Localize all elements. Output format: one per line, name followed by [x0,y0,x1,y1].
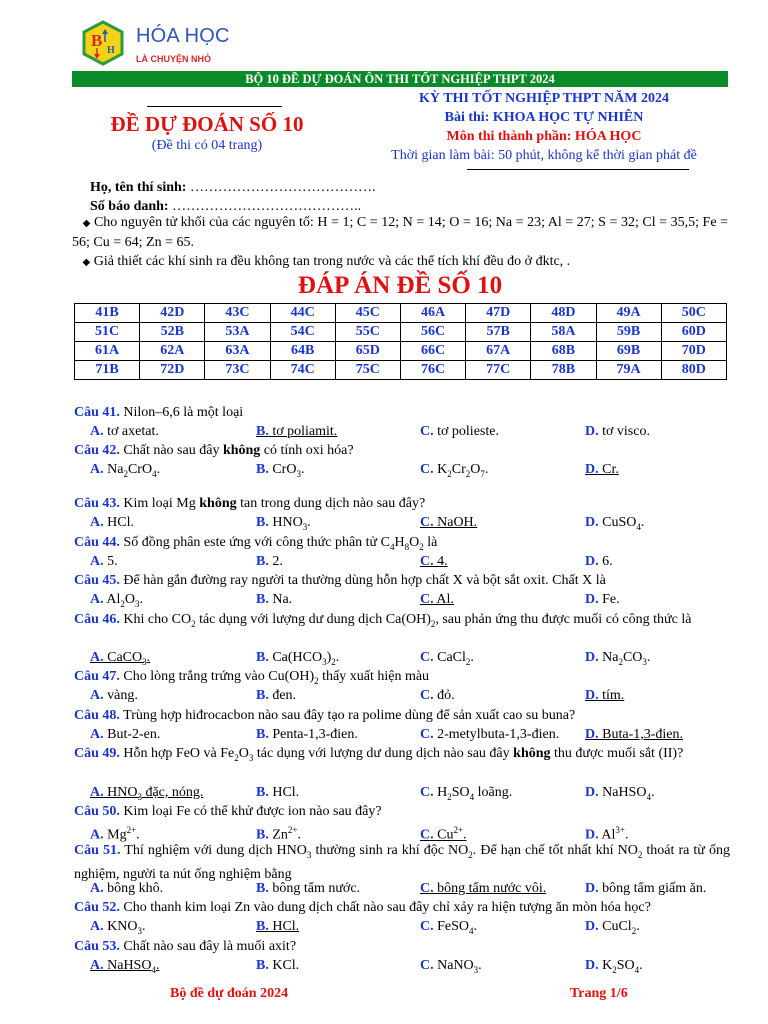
question: Câu 51. Thí nghiệm với dung dịch $HNO_3$ thường sinh ra khí độc $NO_2$. Để hạn chế tốt nhất khí $NO_2$ thoát ra từ ống nghiệm, người ta nút ống nghiệm bằng [74,843,730,882]
logo-icon [80,20,126,66]
option-correct: D. tím. [585,688,625,703]
option-correct: C. NaOH. [420,515,478,530]
answer-cell: 51C [75,323,140,342]
option-correct: C. bông tẩm nước vôi. [420,881,547,896]
answer-cell: 47D [466,304,531,323]
option: D. $Al^{3+}$. [585,825,629,843]
option: B. 2. [256,554,283,569]
option: B. Penta-1,3-đien. [256,727,358,742]
answer-key-title: ĐÁP ÁN ĐỀ SỐ 10 [297,272,503,299]
answer-cell: 60D [661,323,726,342]
answer-cell: 50C [661,304,726,323]
option: A. But-2-en. [90,727,161,742]
question: Câu 49. Hỗn hợp FeO và $Fe_2O_3$ tác dụng với lượng dư dung dịch nào sau đây không thu được muối sắt (II)? [74,746,684,763]
answer-cell: 78B [531,361,596,380]
divider [147,106,282,107]
answer-cell: 63A [205,342,270,361]
option-correct: A. $HNO_3$ đặc, nóng. [90,785,204,802]
answer-cell: 69B [596,342,661,361]
answer-cell: 42D [140,304,205,323]
notes [72,213,728,272]
answer-cell: 48D [531,304,596,323]
answer-cell: 55C [335,323,400,342]
answer-row [75,361,727,380]
footer-left: Bộ đề dự đoán 2024 [170,986,289,1001]
answer-cell: 41B [75,304,140,323]
option: A. $Al_2O_3$. [90,592,143,609]
answer-cell: 72D [140,361,205,380]
option: C. NaNO$_3$. [420,958,482,975]
option: A. HCl. [90,515,134,530]
candidate-id-line: Số báo danh: ………………………………….. [90,199,362,214]
candidate-name-line: Họ, tên thí sinh: …………………………………. [90,180,376,195]
page-count-note: (Đề thi có 04 trang) [151,138,263,153]
answer-cell: 56C [400,323,465,342]
header-banner: BỘ 10 ĐỀ DỰ ĐOÁN ÔN THI TỐT NGHIỆP THPT 2024 [72,71,728,87]
option-correct: C. Al. [420,592,454,607]
option: B. HCl. [256,785,300,800]
exam-title: ĐỀ DỰ ĐOÁN SỐ 10 [110,112,304,136]
answer-cell: 66C [400,342,465,361]
option: D. 6. [585,554,613,569]
answer-cell: 49A [596,304,661,323]
option-correct: D. Buta-1,3-đien. [585,727,683,742]
option: D. $Na_2CO_3$. [585,650,651,667]
answer-cell: 73C [205,361,270,380]
answer-cell: 58A [531,323,596,342]
question: Câu 42. Chất nào sau đây không có tính oxi hóa? [74,443,354,458]
question: Câu 44. Số đồng phân este ứng với công thức phân tử $C_4H_8O_2$ là [74,535,438,552]
option: D. $K_2SO_4$. [585,958,643,975]
question: Câu 45. Để hàn gắn đường ray người ta thường dùng hỗn hợp chất X và bột sắt oxit. Chất X là [74,573,606,588]
option-correct: B. tơ poliamit. [256,424,338,439]
exam-component: Môn thi thành phần: HÓA HỌC [446,129,642,144]
svg-text:H: H [107,45,115,56]
option: C. $H_2SO_4$ loãng. [420,785,513,802]
option: C. tơ polieste. [420,424,499,439]
option: C. FeSO$_4$. [420,919,478,936]
answer-cell: 44C [270,304,335,323]
option: C. 2-metylbuta-1,3-đien. [420,727,560,742]
svg-text:B: B [91,31,103,50]
exam-name: KỲ THI TỐT NGHIỆP THPT NĂM 2024 [419,91,669,106]
answer-cell: 57B [466,323,531,342]
answer-row [75,342,727,361]
option-correct: A. CaCO$_3$. [90,650,151,667]
answer-cell: 43C [205,304,270,323]
answer-cell: 74C [270,361,335,380]
option: A. 5. [90,554,118,569]
answer-cell: 76C [400,361,465,380]
footer-page: Trang 1/6 [570,986,628,1001]
divider [467,169,689,170]
option: B. CrO$_3$. [256,462,305,479]
option: A. vàng. [90,688,138,703]
option: D. Fe. [585,592,620,607]
option-correct: C. 4. [420,554,448,569]
option: A. $Na_2CrO_4$. [90,462,161,479]
option: A. bông khô. [90,881,164,896]
option-correct: C. $Cu^{2+}$. [420,825,467,843]
option: D. CuCl$_2$. [585,919,640,936]
question: Câu 46. Khi cho $CO_2$ tác dụng với lượng dư dung dịch $Ca(OH)_2$, sau phản ứng thu được muối có công thức là [74,612,692,629]
answer-cell: 71B [75,361,140,380]
option: B. $Ca(HCO_3)_2$. [256,650,340,667]
option: B. KCl. [256,958,300,973]
answer-cell: 70D [661,342,726,361]
question: Câu 48. Trùng hợp hiđrocacbon nào sau đây tạo ra polime dùng để sản xuất cao su buna? [74,708,576,723]
exam-subject: Bài thi: KHOA HỌC TỰ NHIÊN [444,110,644,125]
option: B. đen. [256,688,297,703]
option-correct: D. Cr. [585,462,619,477]
answer-cell: 61A [75,342,140,361]
option: D. bông tẩm giấm ăn. [585,881,707,896]
question: Câu 41. Nilon–6,6 là một loại [74,405,244,420]
answer-cell: 64B [270,342,335,361]
answer-row [75,304,727,323]
option-correct: B. HCl. [256,919,300,934]
question: Câu 53. Chất nào sau đây là muối axit? [74,939,297,954]
option: A. $Mg^{2+}$. [90,825,140,843]
option: C. CaCl$_2$. [420,650,474,667]
option: D. CuSO$_4$. [585,515,645,532]
candidate-info [90,178,375,216]
question: Câu 50. Kim loại Fe có thể khử được ion nào sau đây? [74,804,382,819]
answer-cell: 53A [205,323,270,342]
exam-info-block [360,89,728,165]
logo-tagline: LÀ CHUYỆN NHỎ [136,54,212,64]
answer-cell: 80D [661,361,726,380]
question: Câu 52. Cho thanh kim loại Zn vào dung dịch chất nào sau đây chỉ xảy ra hiện tượng ăn mòn hóa học? [74,900,651,915]
option: D. NaHSO$_4$. [585,785,655,802]
option: A. tơ axetat. [90,424,159,439]
option: B. $Zn^{2+}$. [256,825,301,843]
answer-cell: 45C [335,304,400,323]
answer-cell: 75C [335,361,400,380]
answer-cell: 65D [335,342,400,361]
answer-cell: 79A [596,361,661,380]
answer-row [75,323,727,342]
note-item: ◆ Cho nguyên tử khối của các nguyên tố: H = 1; C = 12; N = 14; O = 16; Na = 23; Al = 27; S = 32; Cl = 35,5; Fe = 56; Cu = 64; Zn = 65. [72,215,729,250]
answer-cell: 59B [596,323,661,342]
question: Câu 43. Kim loại Mg không tan trong dung dịch nào sau đây? [74,496,426,511]
note-item: ◆ Giả thiết các khí sinh ra đều không tan trong nước và các thể tích khí đều đo ở đktc, . [82,254,571,269]
answer-key-table [74,303,727,380]
option: B. Na. [256,592,293,607]
question: Câu 47. Cho lòng trắng trứng vào $Cu(OH)_2$ thấy xuất hiện màu [74,669,430,686]
answer-cell: 62A [140,342,205,361]
exam-duration: Thời gian làm bài: 50 phút, không kể thời gian phát đề [391,148,697,163]
option: A. $KNO_3$. [90,919,146,936]
answer-cell: 52B [140,323,205,342]
answer-cell: 68B [531,342,596,361]
logo-title: HÓA HỌC [136,25,230,47]
answer-cell: 54C [270,323,335,342]
answer-cell: 67A [466,342,531,361]
option: B. bông tẩm nước. [256,881,361,896]
option-correct: A. NaHSO$_4$. [90,958,160,975]
answer-cell: 77C [466,361,531,380]
option: B. $HNO_3$. [256,515,311,532]
option: D. tơ visco. [585,424,650,439]
answer-cell: 46A [400,304,465,323]
option: C. $K_2Cr_2O_7$. [420,462,489,479]
option: C. đỏ. [420,688,455,703]
